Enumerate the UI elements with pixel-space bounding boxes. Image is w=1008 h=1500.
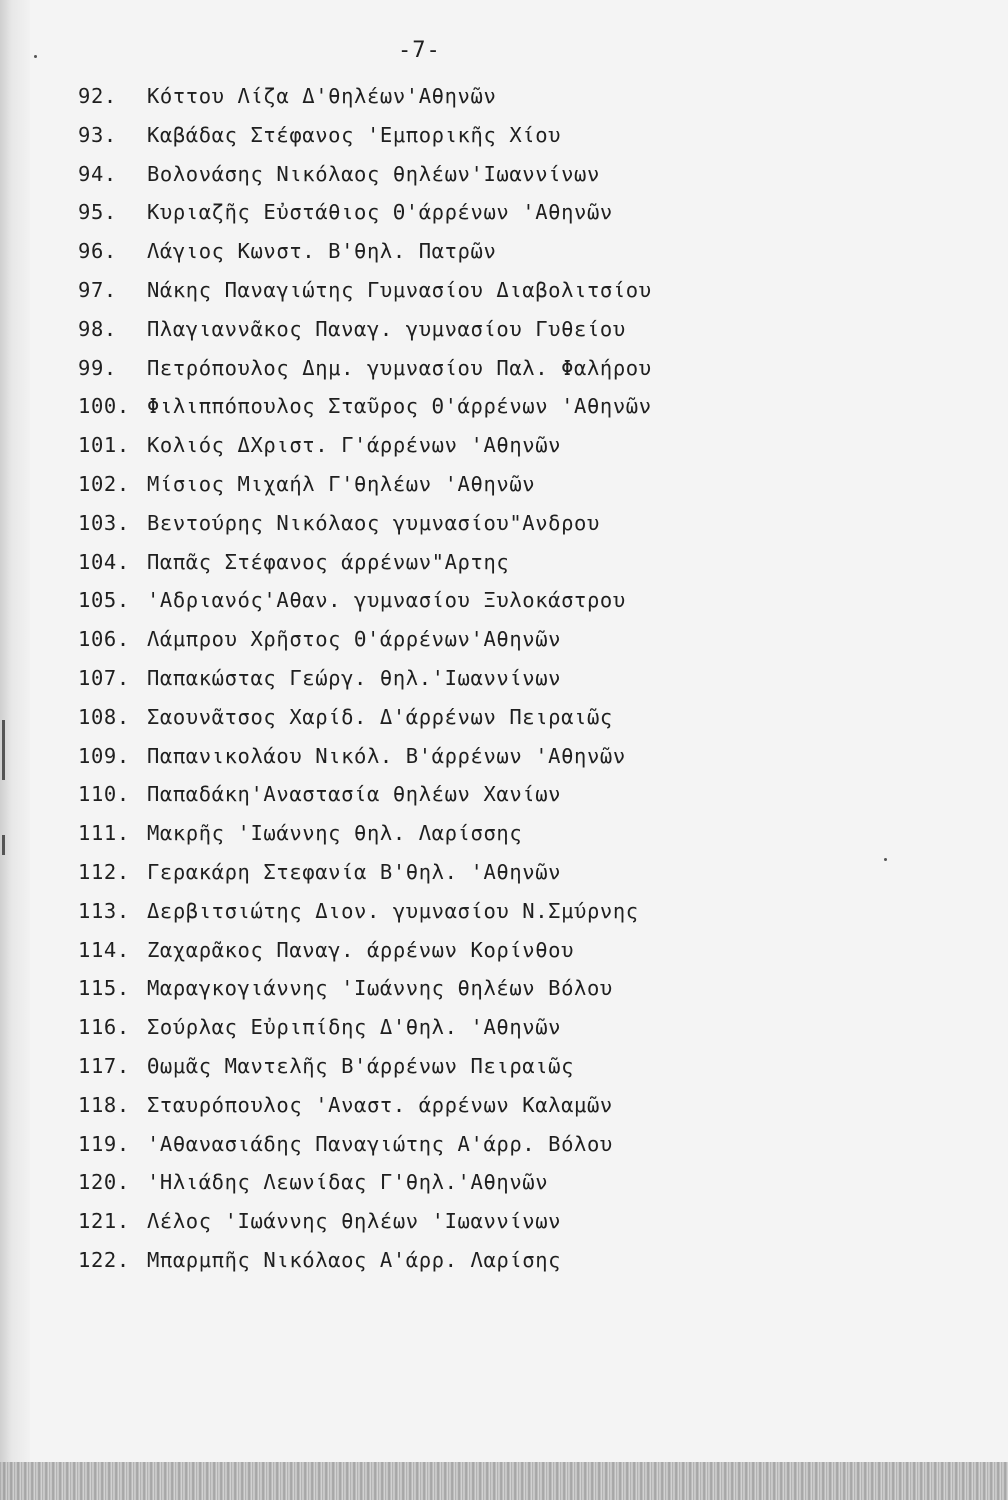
entry-text: Παπακώστας Γεώργ. θηλ.'Ιωαννίνων (146, 665, 562, 690)
entry-number: 94. (78, 161, 117, 186)
list-item (78, 1086, 958, 1125)
scan-edge-mark (2, 835, 5, 855)
entry-number: 100. (78, 394, 130, 419)
entry-text: Καβάδας Στέφανος 'Εμπορικῆς Χίου (146, 122, 562, 147)
entry-list (78, 77, 958, 1280)
entry-number: 95. (78, 200, 117, 225)
entry-number: 93. (78, 122, 117, 147)
list-item (78, 77, 958, 116)
entry-text: Κυριαζῆς Εὐστάθιος Θ'άρρένων 'Αθηνῶν (146, 200, 613, 225)
list-item (78, 853, 958, 892)
list-item (78, 504, 958, 543)
entry-number: 97. (78, 277, 117, 302)
entry-text: Σαουνᾶτσος Χαρίδ. Δ'άρρένων Πειραιῶς (146, 704, 613, 729)
entry-text: Φιλιππόπουλος Σταῦρος Θ'άρρένων 'Αθηνῶν (146, 394, 652, 419)
entry-number: 96. (78, 239, 117, 264)
list-item (78, 1202, 958, 1241)
list-item (78, 659, 958, 698)
list-item (78, 232, 958, 271)
list-item (78, 620, 958, 659)
entry-text: Μίσιος Μιχαήλ Γ'θηλέων 'Αθηνῶν (146, 471, 536, 496)
entry-text: Σταυρόπουλος 'Αναστ. άρρένων Καλαμῶν (146, 1092, 613, 1117)
entry-number: 116. (78, 1015, 130, 1040)
entry-number: 122. (78, 1247, 130, 1272)
entry-text: Κόττου Λίζα Δ'θηλέων'Αθηνῶν (146, 84, 497, 108)
entry-text: Σούρλας Εὐριπίδης Δ'θηλ. 'Αθηνῶν (146, 1015, 562, 1040)
page-number: -7- (398, 38, 441, 63)
list-item (78, 349, 958, 388)
entry-text: Παπανικολάου Νικόλ. Β'άρρένων 'Αθηνῶν (146, 743, 626, 768)
list-item (78, 155, 958, 194)
entry-text: Μαραγκογιάννης 'Ιωάννης θηλέων Βόλου (146, 976, 613, 1001)
entry-number: 120. (78, 1170, 130, 1195)
entry-text: 'Ηλιάδης Λεωνίδας Γ'θηλ.'Αθηνῶν (146, 1170, 549, 1195)
list-item (78, 1125, 958, 1164)
scan-edge-mark (2, 720, 5, 780)
list-item (78, 465, 958, 504)
list-item (78, 426, 958, 465)
list-item (78, 892, 958, 931)
entry-number: 102. (78, 471, 130, 496)
list-item (78, 814, 958, 853)
entry-text: Κολιός ΔΧριστ. Γ'άρρένων 'Αθηνῶν (146, 433, 562, 458)
stray-mark (884, 858, 887, 861)
entry-text: Πλαγιαννᾶκος Παναγ. γυμνασίου Γυθείου (146, 316, 626, 341)
entry-text: Πετρόπουλος Δημ. γυμνασίου Παλ. Φαλήρου (146, 355, 652, 380)
list-item (78, 931, 958, 970)
entry-number: 104. (78, 549, 130, 574)
entry-text: Νάκης Παναγιώτης Γυμνασίου Διαβολιτσίου (146, 277, 652, 302)
list-item (78, 1047, 958, 1086)
stray-mark (34, 55, 37, 58)
entry-number: 105. (78, 588, 130, 613)
entry-number: 109. (78, 743, 130, 768)
entry-text: Ζαχαρᾶκος Παναγ. άρρένων Κορίνθου (146, 937, 575, 962)
entry-text: Βολονάσης Νικόλαος θηλέων'Ιωαννίνων (146, 161, 600, 186)
list-item (78, 543, 958, 582)
entry-number: 112. (78, 859, 130, 884)
entry-text: Παπᾶς Στέφανος άρρένων"Αρτης (146, 549, 510, 574)
entry-text: Γερακάρη Στεφανία Β'θηλ. 'Αθηνῶν (146, 859, 562, 884)
list-item (78, 1008, 958, 1047)
entry-text: 'Αδριανός'Αθαν. γυμνασίου Ξυλοκάστρου (146, 588, 626, 613)
entry-text: Μπαρμπῆς Νικόλαος Α'άρρ. Λαρίσης (146, 1247, 562, 1272)
list-item (78, 737, 958, 776)
entry-text: Λάγιος Κωνστ. Β'θηλ. Πατρῶν (146, 239, 497, 264)
entry-number: 101. (78, 433, 130, 458)
entry-number: 111. (78, 821, 130, 846)
entry-number: 106. (78, 627, 130, 652)
entry-number: 115. (78, 976, 130, 1001)
scan-left-edge (0, 0, 30, 1500)
list-item (78, 969, 958, 1008)
entry-text: Παπαδάκη'Αναστασία θηλέων Χανίων (146, 782, 562, 807)
entry-number: 119. (78, 1131, 130, 1156)
entry-text: 'Αθανασιάδης Παναγιώτης Α'άρρ. Βόλου (146, 1131, 613, 1156)
list-item (78, 775, 958, 814)
entry-text: Μακρῆς 'Ιωάννης θηλ. Λαρίσσης (146, 821, 523, 846)
list-item (78, 116, 958, 155)
entry-text: Λέλος 'Ιωάννης θηλέων 'Ιωαννίνων (146, 1209, 562, 1234)
entry-number: 121. (78, 1209, 130, 1234)
entry-number: 98. (78, 316, 117, 341)
list-item (78, 387, 958, 426)
list-item (78, 310, 958, 349)
entry-text: Βεντούρης Νικόλαος γυμνασίου"Ανδρου (146, 510, 600, 535)
entry-number: 107. (78, 665, 130, 690)
entry-number: 117. (78, 1053, 130, 1078)
list-item (78, 698, 958, 737)
list-item (78, 581, 958, 620)
entry-number: 108. (78, 704, 130, 729)
entry-number: 103. (78, 510, 130, 535)
entry-number: 113. (78, 898, 130, 923)
entry-number: 99. (78, 355, 117, 380)
entry-text: Δερβιτσιώτης Διον. γυμνασίου Ν.Σμύρνης (146, 898, 639, 923)
list-item (78, 193, 958, 232)
list-item (78, 271, 958, 310)
list-item (78, 1241, 958, 1280)
entry-number: 114. (78, 937, 130, 962)
list-item (78, 1163, 958, 1202)
entry-number: 92. (78, 84, 117, 108)
scan-bottom-band (0, 1462, 1008, 1500)
entry-text: Θωμᾶς Μαντελῆς Β'άρρένων Πειραιῶς (146, 1053, 575, 1078)
entry-text: Λάμπρου Χρῆστος Θ'άρρένων'Αθηνῶν (146, 627, 562, 652)
entry-number: 118. (78, 1092, 130, 1117)
entry-number: 110. (78, 782, 130, 807)
